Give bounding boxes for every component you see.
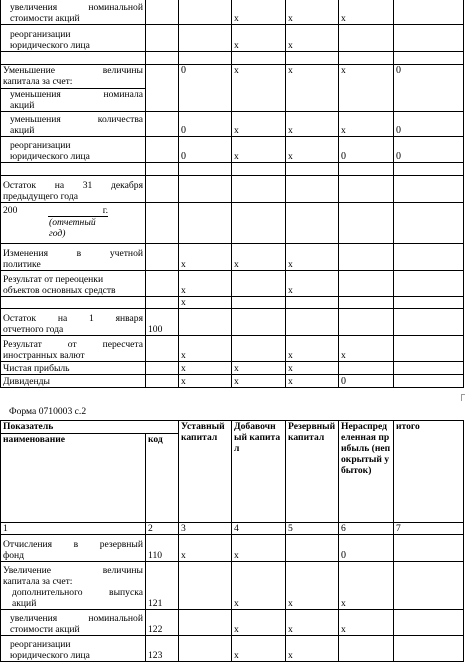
table-row: увеличения номинальной стоимости акций x x x [1,0,464,25]
capital-changes-table [0,420,464,662]
table-row: Остаток на 1 января отчетного года 100 [1,309,464,336]
table-row: Чистая прибыль x x x [1,362,464,375]
table-row [1,163,464,176]
header-ustavny: Уставный капитал [179,421,232,523]
form-label: Форма 0710003 с.2 [9,406,87,417]
table-row: Изменения в учетной политике x x x [1,244,464,271]
table-row: 200 г. (отчетный год) [1,203,464,244]
table-row: Остаток на 31 декабря предыдущего года [1,176,464,203]
table-row: уменьшения номинала акций [1,89,464,112]
header-itogo: итого [394,421,464,523]
table-row: уменьшения количества акций 0 x x x 0 [1,112,464,137]
table-row: Уменьшение величины капитала за счет: 0 x x x 0 [1,65,464,89]
table-row: реорганизации юридического лица 0 x x 0 0 [1,137,464,163]
header-dobavochny: Добавочный капитал [232,421,286,523]
page-corner-mark [461,394,465,401]
table-row: реорганизации юридического лица x x [1,25,464,52]
table-row: Результат от пересчета иностранных валют x x x [1,336,464,362]
header-rezervny: Резервный капитал [286,421,339,523]
table-row: Увеличение величины капитала за счет: дополнительного выпуска акций 121 x x x [1,562,464,610]
table-row: увеличения номинальной стоимости акций 122 x x x [1,610,464,636]
table-row: реорганизации юридического лица 123 x x [1,636,464,662]
header-neraspr: Нераспределенная прибыль (непокрытый убыток) [339,421,394,523]
table-row: Результат от переоценки объектов основных средств x x [1,271,464,297]
table-row [1,52,464,65]
table-row: Дивиденды x x x 0 [1,375,464,388]
table-row: Отчисления в резервный фонд 110 x x 0 [1,535,464,562]
column-numbers-row: 1 2 3 4 5 6 7 [1,523,464,535]
header-indicator: Показатель [1,421,179,434]
header-code: код [146,434,179,523]
table-header-row [1,421,464,434]
table-row: x [1,297,464,309]
header-name: наименование [1,434,146,523]
